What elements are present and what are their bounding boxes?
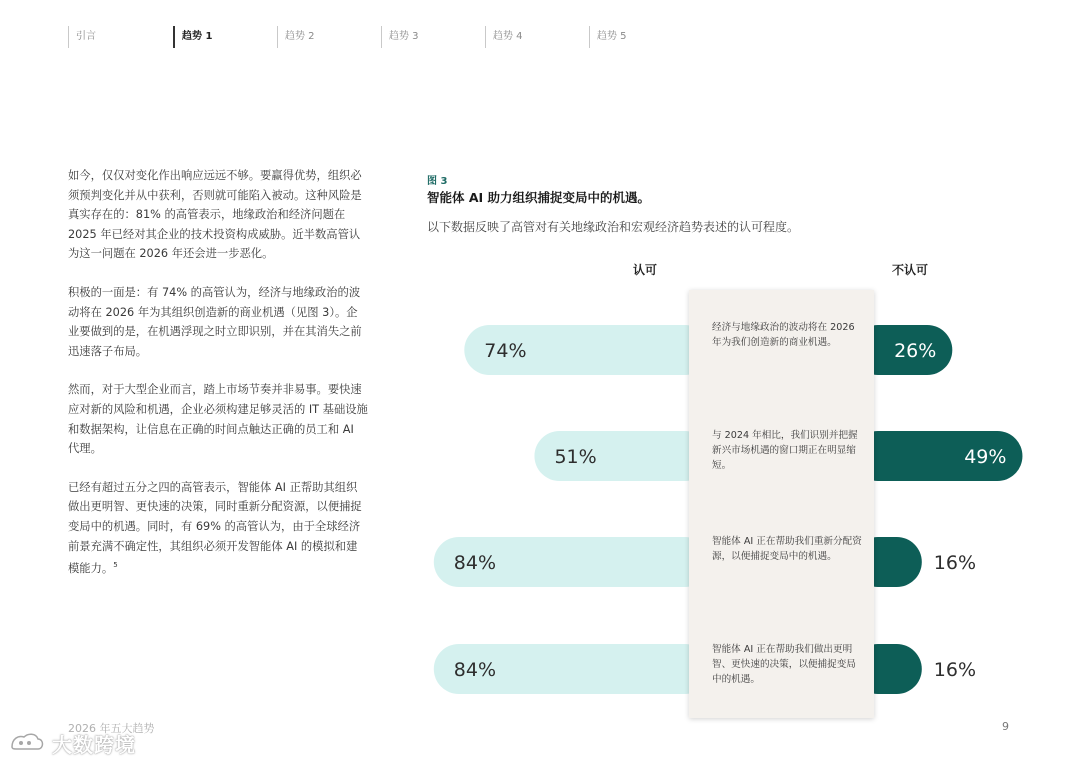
nav-item-trend-4[interactable]: 趋势 4 xyxy=(485,26,523,48)
agree-value-label: 84% xyxy=(453,659,497,681)
agree-value-label: 84% xyxy=(453,552,497,574)
statement-3: 智能体 AI 正在帮助我们重新分配资源，以便捕捉变局中的机遇。 xyxy=(712,536,862,562)
disagree-column-header: 不认可 xyxy=(892,263,929,277)
footer-title: 2026 年五大趋势 xyxy=(68,722,155,735)
watermark xyxy=(8,728,136,758)
watermark-logo-icon xyxy=(8,731,46,755)
nav-item-trend-5[interactable]: 趋势 5 xyxy=(589,26,627,48)
watermark-text: 大数跨境 xyxy=(52,732,136,757)
paragraph: 如今，仅仅对变化作出响应远远不够。要赢得优势，组织必须预判变化并从中获利，否则就可能陷入被动。这种风险是真实存在的：81% 的高管表示，地缘政治和经济问题在 2025 年已经对其企业的技术投资构成威胁。近半数高管认为这一问题在 2026 年还会进一步恶化。 xyxy=(68,169,362,261)
page-number: 9 xyxy=(1002,720,1009,733)
nav-item-trend-3[interactable]: 趋势 3 xyxy=(381,26,419,48)
paragraph: 积极的一面是：有 74% 的高管认为，经济与地缘政治的波动将在 2026 年为其组织创造新的商业机遇（见图 3）。企业要做到的是，在机遇浮现之时立即识别，并在其消失之前迅速落子布局。 xyxy=(68,285,362,358)
footnote-ref[interactable]: 5 xyxy=(113,561,118,570)
figure-label: 图 3 xyxy=(427,176,448,187)
nav-item-trend-1[interactable]: 趋势 1 xyxy=(173,26,212,48)
disagree-value-label: 26% xyxy=(894,340,937,362)
statement-1: 经济与地缘政治的波动将在 2026 年为我们创造新的商业机遇。 xyxy=(712,322,855,348)
paragraph-text: 已经有超过五分之四的高管表示，智能体 AI 正帮助其组织做出更明智、更快速的决策，同时重新分配资源，以便捕捉变局中的机遇。同时，有 69% 的高管认为，由于全球经济前景充满不确定性，其组织必须开发智能体 AI 的模拟和建模能力。 xyxy=(68,480,362,575)
agree-value-label: 74% xyxy=(484,340,527,362)
figure-title: 智能体 AI 助力组织捕捉变局中的机遇。 xyxy=(427,190,651,205)
agree-value-label: 51% xyxy=(554,446,597,468)
agree-column-header: 认可 xyxy=(633,263,658,277)
disagree-value-label: 49% xyxy=(964,446,1007,468)
nav-item-trend-2[interactable]: 趋势 2 xyxy=(277,26,315,48)
nav-item-intro[interactable]: 引言 xyxy=(68,26,96,48)
disagree-value-label: 16% xyxy=(933,659,977,681)
figure-subtitle: 以下数据反映了高管对有关地缘政治和宏观经济趋势表述的认可程度。 xyxy=(427,220,800,234)
statement-4: 智能体 AI 正在帮助我们做出更明智、更快速的决策，以便捕捉变局中的机遇。 xyxy=(712,644,856,685)
disagree-value-label: 16% xyxy=(933,552,977,574)
statement-2: 与 2024 年相比，我们识别并把握新兴市场机遇的窗口期正在明显缩短。 xyxy=(712,430,858,471)
paragraph: 然而，对于大型企业而言，踏上市场节奏并非易事。要快速应对新的风险和机遇，企业必须构建足够灵活的 IT 基础设施和数据架构，让信息在正确的时间点触达正确的员工和 AI 代理。 xyxy=(68,383,368,456)
